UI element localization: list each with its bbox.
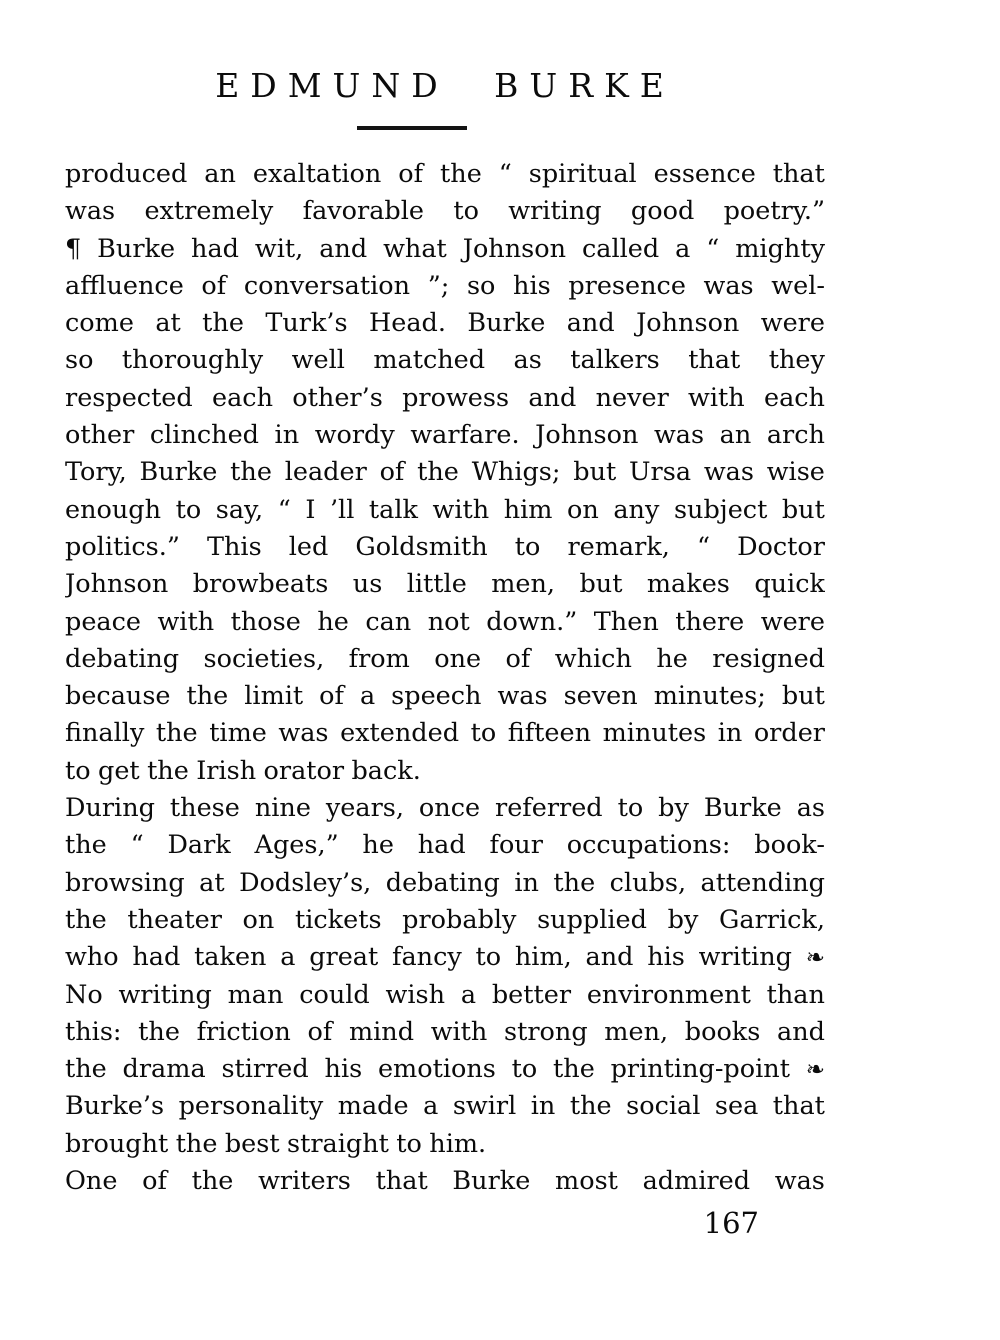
text-line: finally the time was extended to fifteen minutes in order (65, 718, 825, 749)
text-line: affluence of conversation ”; so his presence was wel- (65, 270, 825, 301)
text-line: produced an exaltation of the “ spiritual essence that (65, 159, 825, 189)
text-line: enough to say, “ I ’ll talk with him on any subject but (65, 494, 825, 525)
pilcrow-mark: ¶ (65, 233, 82, 264)
text-line: No writing man could wish a better environment than (65, 979, 825, 1010)
text-line: During these nine years, once referred to by Burke as (65, 793, 825, 824)
text-line: the theater on tickets probably supplied by Garrick, (65, 904, 825, 935)
text-line: One of the writers that Burke most admired was (65, 1166, 825, 1197)
text-line: respected each other’s prowess and never with each (65, 382, 825, 413)
text-line: the “ Dark Ages,” he had four occupations: book- (65, 830, 825, 861)
text-line: Johnson browbeats us little men, but makes quick (65, 569, 825, 600)
text-line: politics.” This led Goldsmith to remark, “ Doctor (65, 531, 825, 562)
fleuron-ornament-icon: ❧ (805, 1057, 825, 1084)
text-line: other clinched in wordy warfare. Johnson was an arch (65, 420, 825, 451)
text-line: ¶ Burke had wit, and what Johnson called a “ mighty (65, 231, 825, 268)
text-line: this: the friction of mind with strong men, books and (65, 1016, 825, 1047)
text-line: Tory, Burke the leader of the Whigs; but Ursa was wise (65, 457, 825, 488)
text-line: Burke’s personality made a swirl in the social sea that (65, 1091, 825, 1122)
text-line: come at the Turk’s Head. Burke and Johnson were (65, 308, 825, 339)
text-line: peace with those he can not down.” Then there were (65, 606, 825, 637)
fleuron-ornament-icon: ❧ (805, 945, 825, 972)
text-line: the drama stirred his emotions to the printing-point ❧ (65, 1051, 825, 1088)
title-rule (357, 126, 467, 130)
text-line: who had taken a great fancy to him, and his writing ❧ (65, 939, 825, 976)
text-line: debating societies, from one of which he resigned (65, 643, 825, 674)
page-number: 167 (703, 1206, 759, 1241)
text-line: so thoroughly well matched as talkers that they (65, 345, 825, 376)
text-line: browsing at Dodsley’s, debating in the clubs, attending (65, 867, 825, 898)
body-text (65, 156, 825, 1200)
text-line: brought the best straight to him. (65, 1128, 487, 1159)
text-line: was extremely favorable to writing good poetry.” (65, 196, 825, 227)
page-title: EDMUND BURKE (215, 66, 675, 105)
text-line: because the limit of a speech was seven minutes; but (65, 681, 825, 712)
text-line: to get the Irish orator back. (65, 755, 421, 786)
